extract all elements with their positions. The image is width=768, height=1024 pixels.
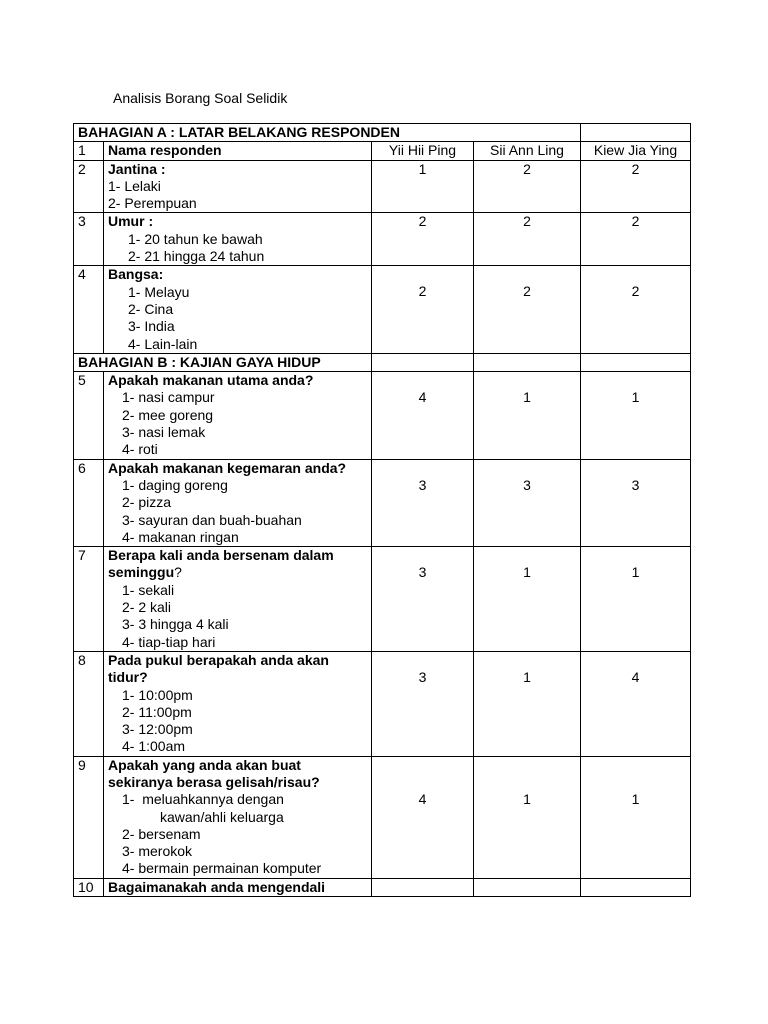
option: 3- 12:00pm bbox=[122, 721, 193, 738]
answer-cell bbox=[372, 459, 474, 546]
answer-cell bbox=[372, 651, 474, 756]
question-cell bbox=[104, 547, 372, 652]
option: 2- Perempuan bbox=[108, 195, 197, 212]
answer-cell bbox=[474, 651, 581, 756]
answer-value: 4 bbox=[418, 389, 427, 406]
option: 2- mee goreng bbox=[122, 406, 214, 423]
answer-value: 1 bbox=[523, 389, 531, 406]
answer-cell bbox=[581, 547, 691, 652]
table-row bbox=[74, 372, 691, 459]
option: 3- India bbox=[128, 318, 175, 335]
question-text-line bbox=[108, 564, 367, 581]
option: 2- 11:00pm bbox=[122, 703, 192, 720]
section-b-row bbox=[74, 353, 691, 371]
table-row bbox=[74, 213, 691, 266]
option: 4- bermain permainan komputer bbox=[122, 860, 322, 877]
option: 4- tiap-tiap hari bbox=[122, 633, 216, 650]
option: 3- merokok bbox=[122, 843, 193, 860]
row-number: 6 bbox=[74, 459, 104, 546]
empty-cell bbox=[474, 878, 581, 896]
row-number: 10 bbox=[74, 878, 104, 896]
row-number: 5 bbox=[74, 372, 104, 459]
question-cell bbox=[104, 213, 372, 266]
answer-value: 4 bbox=[418, 790, 427, 807]
question-text: Pada pukul berapakah anda akan bbox=[108, 651, 329, 668]
empty-cell bbox=[581, 124, 691, 142]
answer-value: 2 bbox=[631, 283, 640, 300]
question-text: Apakah makanan kegemaran anda? bbox=[108, 459, 347, 476]
answer-cell bbox=[581, 651, 691, 756]
option: 2- pizza bbox=[122, 494, 172, 511]
answer-cell: 2 bbox=[474, 160, 581, 213]
answer-value: 3 bbox=[418, 476, 427, 493]
answer-cell bbox=[581, 266, 691, 353]
row-number: 8 bbox=[74, 651, 104, 756]
row-number: 1 bbox=[74, 142, 104, 160]
question-cell bbox=[104, 372, 372, 459]
option: 1- 10:00pm bbox=[122, 686, 193, 703]
answer-value: 3 bbox=[631, 476, 640, 493]
document-title: Analisis Borang Soal Selidik bbox=[113, 90, 288, 106]
question-text: Apakah yang anda akan buat bbox=[108, 756, 301, 773]
question-cell bbox=[104, 266, 372, 353]
option: 2- 2 kali bbox=[122, 599, 172, 616]
respondent-name: Yii Hii Ping bbox=[372, 142, 474, 160]
question-text: Berapa kali anda bersenam dalam bbox=[108, 547, 334, 564]
row-number: 3 bbox=[74, 213, 104, 266]
option: 4- 1:00am bbox=[122, 738, 186, 755]
answer-cell bbox=[581, 459, 691, 546]
answer-cell: 2 bbox=[581, 213, 691, 266]
answer-value: 2 bbox=[418, 283, 427, 300]
section-a-heading: BAHAGIAN A : LATAR BELAKANG RESPONDEN bbox=[74, 124, 581, 142]
answer-value: 1 bbox=[631, 790, 640, 807]
table-row bbox=[74, 160, 691, 213]
answer-cell bbox=[581, 372, 691, 459]
answer-cell bbox=[372, 547, 474, 652]
answer-cell bbox=[474, 459, 581, 546]
option: 2- Cina bbox=[128, 300, 174, 317]
question-text: sekiranya berasa gelisah/risau? bbox=[108, 773, 320, 790]
option: 4- makanan ringan bbox=[122, 528, 239, 545]
question-text: Umur : bbox=[108, 213, 154, 230]
answer-cell: 1 bbox=[372, 160, 474, 213]
option: 1- nasi campur bbox=[122, 389, 215, 406]
empty-cell bbox=[581, 353, 691, 371]
answer-cell bbox=[474, 547, 581, 652]
question-cell bbox=[104, 651, 372, 756]
table-row bbox=[74, 878, 691, 896]
question-mark: ? bbox=[174, 564, 182, 581]
option: 2- 21 hingga 24 tahun bbox=[128, 248, 265, 265]
answer-value: 1 bbox=[523, 790, 531, 807]
question-text: seminggu bbox=[108, 564, 175, 581]
row-number: 9 bbox=[74, 756, 104, 878]
section-a-row bbox=[74, 124, 691, 142]
question-text: tidur? bbox=[108, 669, 148, 686]
question-cell bbox=[104, 756, 372, 878]
answer-cell: 2 bbox=[581, 160, 691, 213]
answer-value: 3 bbox=[523, 476, 531, 493]
option: 1- Melayu bbox=[128, 283, 190, 300]
option: 3- 3 hingga 4 kali bbox=[122, 616, 229, 633]
respondent-name: Kiew Jia Ying bbox=[581, 142, 691, 160]
empty-cell bbox=[474, 353, 581, 371]
question-text: Apakah makanan utama anda? bbox=[108, 372, 314, 389]
table-row bbox=[74, 142, 691, 160]
answer-cell bbox=[372, 372, 474, 459]
table-row bbox=[74, 651, 691, 756]
survey-table bbox=[73, 123, 691, 897]
answer-value: 3 bbox=[418, 564, 427, 581]
question-text: Bagaimanakah anda mengendali bbox=[104, 878, 372, 896]
option: 4- Lain-lain bbox=[128, 335, 198, 352]
table-row bbox=[74, 547, 691, 652]
answer-cell bbox=[372, 266, 474, 353]
option: 1- daging goreng bbox=[122, 476, 228, 493]
answer-cell bbox=[474, 372, 581, 459]
row-number: 4 bbox=[74, 266, 104, 353]
empty-cell bbox=[581, 878, 691, 896]
option: 1- 20 tahun ke bawah bbox=[128, 230, 263, 247]
section-b-heading: BAHAGIAN B : KAJIAN GAYA HIDUP bbox=[74, 353, 372, 371]
answer-cell: 2 bbox=[372, 213, 474, 266]
answer-value: 1 bbox=[631, 389, 640, 406]
option: 4- roti bbox=[122, 441, 158, 458]
answer-cell bbox=[474, 266, 581, 353]
answer-value: 4 bbox=[631, 668, 640, 685]
answer-value: 1 bbox=[523, 564, 531, 581]
respondent-name: Sii Ann Ling bbox=[474, 142, 581, 160]
question-cell bbox=[104, 459, 372, 546]
question-label: Nama responden bbox=[104, 142, 372, 160]
table-row bbox=[74, 266, 691, 353]
empty-cell bbox=[372, 353, 474, 371]
option: 3- nasi lemak bbox=[122, 424, 206, 441]
row-number: 7 bbox=[74, 547, 104, 652]
question-text: Jantina : bbox=[108, 160, 166, 177]
answer-value: 1 bbox=[631, 564, 640, 581]
option: 1- Lelaki bbox=[108, 177, 161, 194]
answer-value: 3 bbox=[418, 668, 427, 685]
option: 1- meluahkannya dengan bbox=[122, 791, 284, 808]
answer-cell bbox=[581, 756, 691, 878]
option: 3- sayuran dan buah-buahan bbox=[122, 511, 302, 528]
question-text: Bangsa: bbox=[108, 266, 164, 283]
option: 2- bersenam bbox=[122, 825, 201, 842]
answer-cell: 2 bbox=[474, 213, 581, 266]
option: 1- sekali bbox=[122, 581, 175, 598]
row-number: 2 bbox=[74, 160, 104, 213]
empty-cell bbox=[372, 878, 474, 896]
table-row bbox=[74, 756, 691, 878]
answer-cell bbox=[372, 756, 474, 878]
option-continuation: kawan/ahli keluarga bbox=[160, 808, 284, 825]
answer-value: 1 bbox=[523, 668, 531, 685]
answer-cell bbox=[474, 756, 581, 878]
question-cell bbox=[104, 160, 372, 213]
table-row bbox=[74, 459, 691, 546]
answer-value: 2 bbox=[523, 283, 531, 300]
